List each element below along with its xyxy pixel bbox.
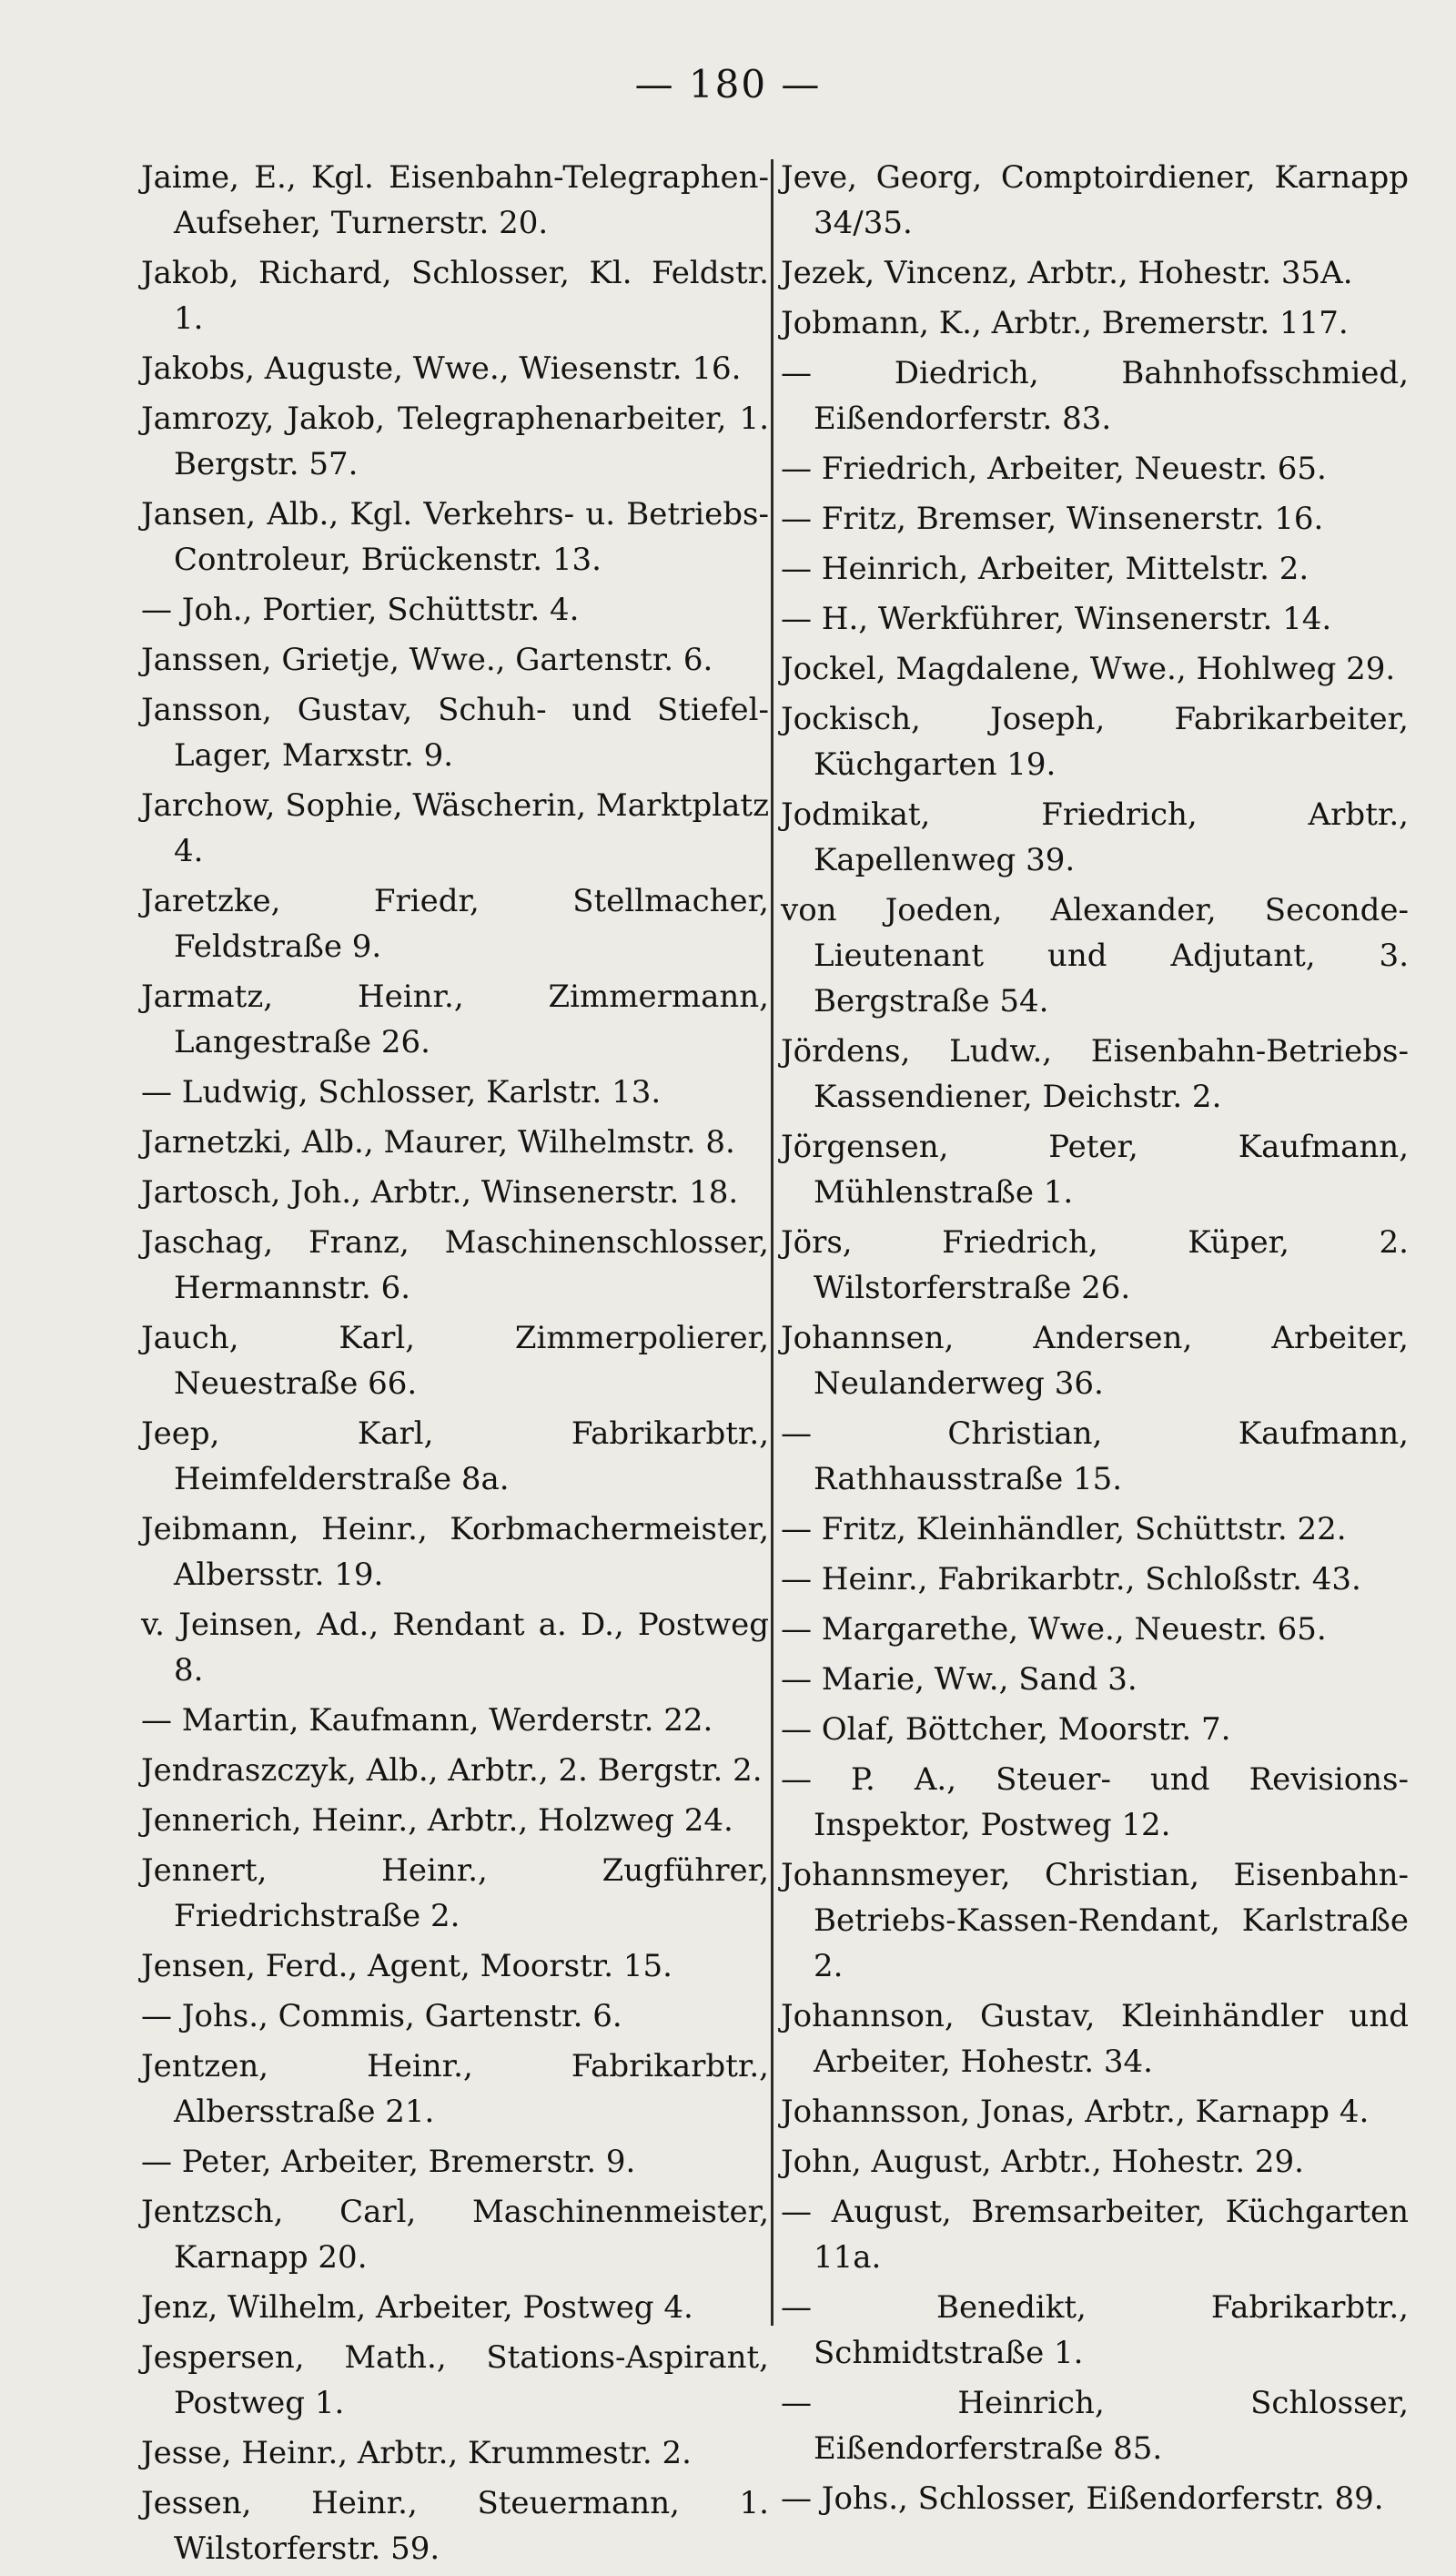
- directory-entry: — August, Bremsarbeiter, Küchgarten 11a.: [781, 2194, 1409, 2276]
- directory-entry: Jörs, Friedrich, Küper, 2. Wilstorferstraße 26.: [781, 1224, 1409, 1306]
- directory-entry: John, August, Arbtr., Hohestr. 29.: [781, 2144, 1304, 2180]
- directory-entry: Jockisch, Joseph, Fabrikarbeiter, Küchgarten 19.: [781, 701, 1409, 783]
- directory-entry: — Heinrich, Schlosser, Eißendorferstraße 85.: [781, 2385, 1409, 2467]
- right-column: [781, 155, 1409, 2526]
- directory-entry: — Martin, Kaufmann, Werderstr. 22.: [141, 1702, 713, 1739]
- left-column: [141, 155, 769, 2576]
- directory-entry: Jeep, Karl, Fabrikarbtr., Heimfelderstraße 8a.: [141, 1415, 769, 1497]
- directory-entry: — Ludwig, Schlosser, Karlstr. 13.: [141, 1074, 662, 1111]
- directory-entry: Jessen, Heinr., Steuermann, 1. Wilstorferstr. 59.: [141, 2485, 769, 2567]
- directory-entry: — Christian, Kaufmann, Rathhausstraße 15.: [781, 1415, 1409, 1497]
- directory-entry: Jobmann, K., Arbtr., Bremerstr. 117.: [781, 305, 1349, 341]
- directory-entry: Jansen, Alb., Kgl. Verkehrs- u. Betriebs-Controleur, Brückenstr. 13.: [141, 496, 769, 578]
- directory-entry: — Heinrich, Arbeiter, Mittelstr. 2.: [781, 551, 1309, 587]
- page-number: — 180 —: [634, 62, 822, 106]
- directory-entry: Johannsson, Jonas, Arbtr., Karnapp 4.: [781, 2094, 1370, 2130]
- directory-entry: — Johs., Commis, Gartenstr. 6.: [141, 1998, 622, 2034]
- directory-entry: Jesse, Heinr., Arbtr., Krummestr. 2.: [141, 2435, 692, 2471]
- directory-entry: — Peter, Arbeiter, Bremerstr. 9.: [141, 2144, 636, 2180]
- directory-entry: Johannson, Gustav, Kleinhändler und Arbeiter, Hohestr. 34.: [781, 1998, 1409, 2080]
- directory-entry: Jensen, Ferd., Agent, Moorstr. 15.: [141, 1948, 672, 1984]
- directory-entry: Jentzen, Heinr., Fabrikarbtr., Albersstraße 21.: [141, 2048, 769, 2130]
- directory-entry: — Diedrich, Bahnhofsschmied, Eißendorferstr. 83.: [781, 355, 1409, 437]
- directory-entry: Jarnetzki, Alb., Maurer, Wilhelmstr. 8.: [141, 1124, 735, 1161]
- directory-entry: Jendraszczyk, Alb., Arbtr., 2. Bergstr. 2.: [141, 1752, 763, 1789]
- directory-entry: Jennert, Heinr., Zugführer, Friedrichstraße 2.: [141, 1852, 769, 1934]
- directory-entry: — Johs., Schlosser, Eißendorferstr. 89.: [781, 2480, 1384, 2517]
- directory-entry: — Friedrich, Arbeiter, Neuestr. 65.: [781, 451, 1327, 487]
- directory-entry: Jespersen, Math., Stations-Aspirant, Postweg 1.: [141, 2339, 769, 2421]
- directory-entry: — Marie, Ww., Sand 3.: [781, 1661, 1138, 1698]
- directory-entry: — Fritz, Bremser, Winsenerstr. 16.: [781, 501, 1324, 537]
- directory-entry: — Benedikt, Fabrikarbtr., Schmidtstraße 1.: [781, 2289, 1409, 2371]
- directory-entry: Jarchow, Sophie, Wäscherin, Marktplatz 4.: [141, 787, 769, 869]
- directory-entry: Jansson, Gustav, Schuh- und Stiefel-Lager, Marxstr. 9.: [141, 692, 769, 774]
- directory-entry: Jörgensen, Peter, Kaufmann, Mühlenstraße 1.: [781, 1129, 1409, 1211]
- directory-entry: Jodmikat, Friedrich, Arbtr., Kapellenweg 39.: [781, 796, 1409, 878]
- directory-entry: Jentzsch, Carl, Maschinenmeister, Karnapp 20.: [141, 2194, 769, 2276]
- directory-entry: Jördens, Ludw., Eisenbahn-Betriebs-Kassendiener, Deichstr. 2.: [781, 1033, 1409, 1115]
- directory-entry: Johannsmeyer, Christian, Eisenbahn-Betriebs-Kassen-Rendant, Karlstraße 2.: [781, 1857, 1409, 1984]
- directory-entry: Johannsen, Andersen, Arbeiter, Neulanderweg 36.: [781, 1320, 1409, 1402]
- directory-entry: — Margarethe, Wwe., Neuestr. 65.: [781, 1611, 1327, 1648]
- directory-entry: Jarmatz, Heinr., Zimmermann, Langestraße 26.: [141, 979, 769, 1060]
- directory-entry: — Heinr., Fabrikarbtr., Schloßstr. 43.: [781, 1561, 1361, 1597]
- directory-entry: — H., Werkführer, Winsenerstr. 14.: [781, 601, 1332, 637]
- directory-entry: Jaretzke, Friedr, Stellmacher, Feldstraße 9.: [141, 883, 769, 965]
- directory-entry: Jakobs, Auguste, Wwe., Wiesenstr. 16.: [141, 350, 742, 387]
- directory-entry: Jauch, Karl, Zimmerpolierer, Neuestraße 66.: [141, 1320, 769, 1402]
- directory-entry: — Joh., Portier, Schüttstr. 4.: [141, 592, 580, 628]
- directory-entry: Janssen, Grietje, Wwe., Gartenstr. 6.: [141, 642, 713, 678]
- directory-entry: v. Jeinsen, Ad., Rendant a. D., Postweg 8.: [141, 1607, 769, 1689]
- directory-entry: Jenz, Wilhelm, Arbeiter, Postweg 4.: [141, 2289, 693, 2326]
- directory-entry: Jeibmann, Heinr., Korbmachermeister, Albersstr. 19.: [141, 1511, 769, 1593]
- directory-entry: Jakob, Richard, Schlosser, Kl. Feldstr. 1.: [141, 255, 769, 337]
- directory-entry: Jennerich, Heinr., Arbtr., Holzweg 24.: [141, 1802, 733, 1839]
- directory-entry: — P. A., Steuer- und Revisions-Inspektor, Postweg 12.: [781, 1761, 1409, 1843]
- directory-entry: Jockel, Magdalene, Wwe., Hohlweg 29.: [781, 651, 1396, 687]
- directory-entry: Jeve, Georg, Comptoirdiener, Karnapp 34/35.: [781, 159, 1409, 241]
- column-divider: [771, 159, 774, 2326]
- directory-entry: Jaime, E., Kgl. Eisenbahn-Telegraphen-Aufseher, Turnerstr. 20.: [141, 159, 769, 241]
- directory-entry: — Fritz, Kleinhändler, Schüttstr. 22.: [781, 1511, 1347, 1547]
- directory-entry: von Joeden, Alexander, Seconde-Lieutenant und Adjutant, 3. Bergstraße 54.: [781, 892, 1409, 1019]
- directory-entry: Jezek, Vincenz, Arbtr., Hohestr. 35A.: [781, 255, 1353, 291]
- directory-entry: — Olaf, Böttcher, Moorstr. 7.: [781, 1711, 1231, 1748]
- directory-entry: Jartosch, Joh., Arbtr., Winsenerstr. 18.: [141, 1174, 739, 1211]
- directory-entry: Jaschag, Franz, Maschinenschlosser, Hermannstr. 6.: [141, 1224, 769, 1306]
- directory-entry: Jamrozy, Jakob, Telegraphenarbeiter, 1. Bergstr. 57.: [141, 401, 769, 482]
